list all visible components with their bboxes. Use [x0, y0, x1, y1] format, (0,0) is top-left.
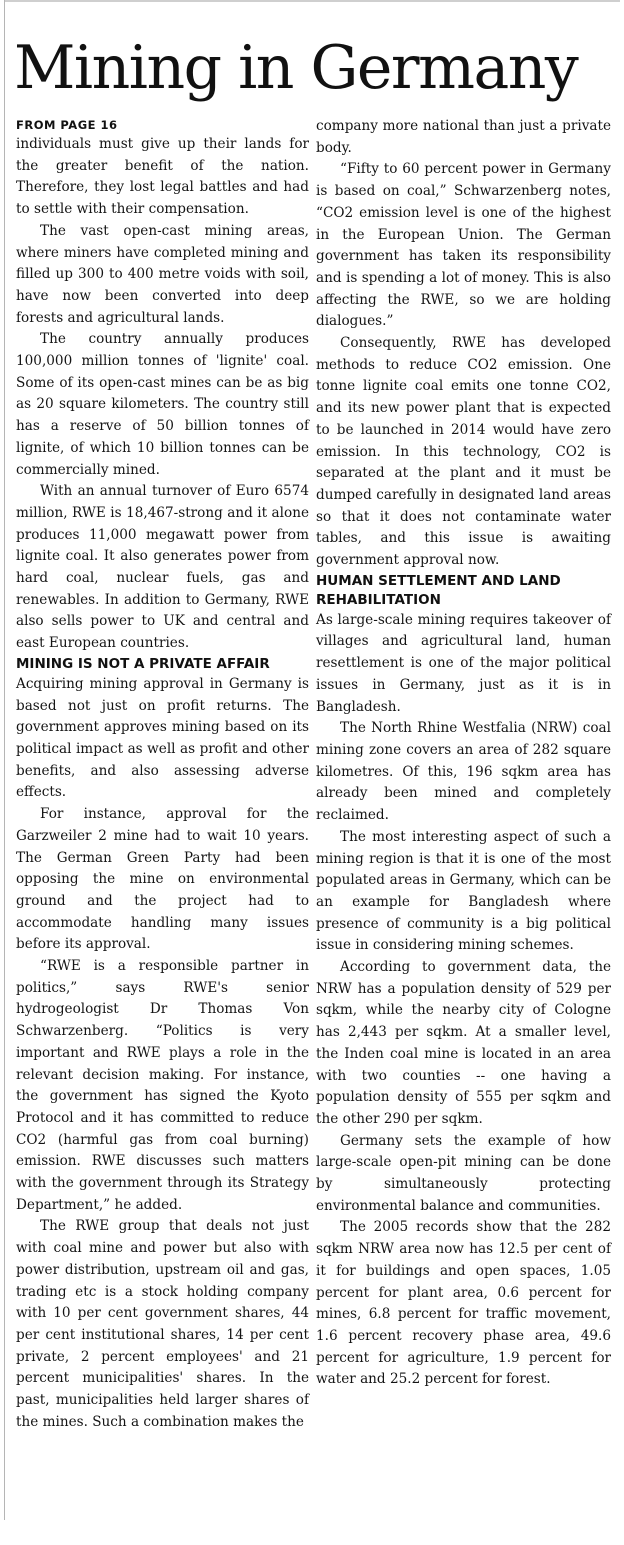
body-paragraph: Acquiring mining approval in Germany is based not just on profit returns. The government approves mining based on its political impact as well as profit and other benefits, and also assessing adverse effects. [16, 675, 309, 801]
body-paragraph: company more national than just a private body. [316, 118, 611, 156]
body-paragraph: As large-scale mining requires takeover of villages and agricultural land, human resettlement is one of the major political issues in Germany, just as it is in Bangladesh. [316, 611, 611, 715]
top-rule [4, 0, 620, 2]
body-paragraph: individuals must give up their lands for the greater benefit of the nation. Therefore, they lost legal battles and had to settle with their compensation. [16, 136, 309, 218]
body-paragraph: According to government data, the NRW has a population density of 529 per sqkm, while the nearby city of Cologne has 2,443 per sqkm. At a smaller level, the Inden coal mine is located in an area with two counties -- one having a population density of 555 per sqkm and the other 290 per sqkm. [316, 959, 611, 1127]
section-subhead: HUMAN SETTLEMENT AND LAND REHABILITATION [316, 572, 561, 608]
right-column [316, 116, 611, 1391]
continuation-kicker: FROM PAGE 16 [16, 118, 118, 132]
body-paragraph: The RWE group that deals not just with coal mine and power but also with power distribution, upstream oil and gas, trading etc is a stock holding company with 10 per cent government shares, 44 per cent institutional shares, 14 per cent private, 2 percent employees' and 21 percent municipalities' shares. In the past, municipalities held larger shares of the mines. Such a combination makes the [16, 1218, 309, 1430]
body-paragraph: The 2005 records show that the 282 sqkm NRW area now has 12.5 per cent of it for buildings and open spaces, 1.05 percent for plant area, 0.6 percent for mines, 6.8 percent for traffic movement, 1.6 percent recovery phase area, 49.6 percent for agriculture, 1.9 percent for water and 25.2 percent for forest. [316, 1219, 611, 1388]
section-subhead: MINING IS NOT A PRIVATE AFFAIR [16, 655, 270, 672]
left-column [16, 116, 309, 1433]
body-paragraph: For instance, approval for the Garzweiler 2 mine had to wait 10 years. The German Green Party had been opposing the mine on environmental ground and the project had to accommodate handling many issues before its approval. [16, 806, 309, 953]
body-paragraph: Germany sets the example of how large-scale open-pit mining can be done by simultaneously protecting environmental balance and communities. [316, 1132, 611, 1214]
body-paragraph: “Fifty to 60 percent power in Germany is based on coal,” Schwarzenberg notes, “CO2 emission level is one of the highest in the European Union. The German government has taken its responsibility and is spending a lot of money. This is also affecting the RWE, so we are holding dialogues.” [316, 161, 611, 330]
body-paragraph: The North Rhine Westfalia (NRW) coal mining zone covers an area of 282 square kilometres. Of this, 196 sqkm area has already been mined and completely reclaimed. [316, 720, 611, 824]
left-margin-rule [4, 0, 5, 1520]
body-paragraph: The most interesting aspect of such a mining region is that it is one of the most populated areas in Germany, which can be an example for Bangladesh where presence of community is a big political issue in considering mining schemes. [316, 828, 611, 954]
body-paragraph: “RWE is a responsible partner in politics,” says RWE's senior hydrogeologist Dr Thomas Von Schwarzenberg. “Politics is very important and RWE plays a role in the relevant decision making. For instance, the government has signed the Kyoto Protocol and it has committed to reduce CO2 (harmful gas from coal burning) emission. RWE discusses such matters with the government through its Strategy Department,” he added. [16, 958, 309, 1213]
body-paragraph: The country annually produces 100,000 million tonnes of 'lignite' coal. Some of its open-cast mines can be as big as 20 square kilometers. The country still has a reserve of 50 billion tonnes of lignite, of which 10 billion tonnes can be commercially mined. [16, 331, 309, 478]
body-paragraph: Consequently, RWE has developed methods to reduce CO2 emission. One tonne lignite coal emits one tonne CO2, and its new power plant that is expected to be launched in 2014 would have zero emission. In this technology, CO2 is separated at the plant and it must be dumped carefully in designated land areas so that it does not contaminate water tables, and this issue is awaiting government approval now. [316, 335, 611, 569]
body-paragraph: The vast open-cast mining areas, where miners have completed mining and filled up 300 to 400 metre voids with soil, have now been converted into deep forests and agricultural lands. [16, 222, 309, 326]
body-paragraph: With an annual turnover of Euro 6574 million, RWE is 18,467-strong and it alone produces 11,000 megawatt power from lignite coal. It also generates power from hard coal, nuclear fuels, gas and renewables. In addition to Germany, RWE also sells power to UK and central and east European countries. [16, 483, 309, 652]
headline: Mining in Germany [14, 33, 578, 103]
